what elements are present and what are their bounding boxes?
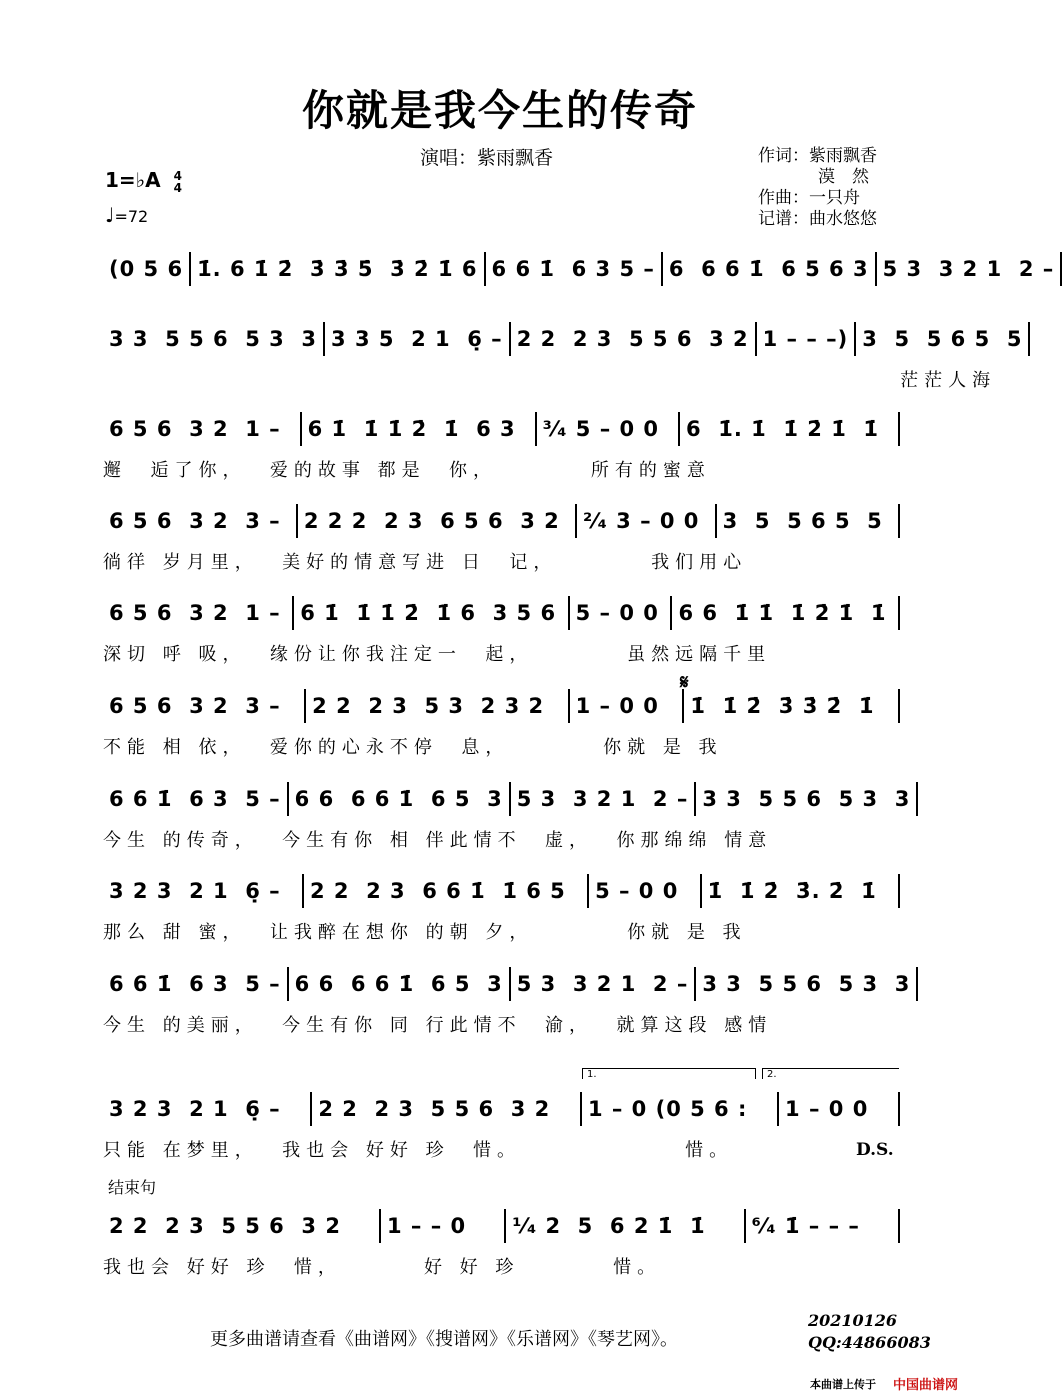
score-system: [0, 685, 1000, 773]
tempo-value: =72: [114, 207, 149, 226]
measure: 6 6 1̇ 6 3 5 –: [491, 257, 655, 281]
measure: 5 3 3 2 1 2 –: [516, 787, 689, 811]
score-system: [0, 592, 1000, 680]
key-label: 1=♭A: [105, 168, 161, 192]
time-sig-bottom: 4: [173, 180, 182, 195]
measure: 6 5 6 3 2 3 –: [109, 694, 281, 718]
measure: 6 6 6 1̇ 6 5 6 3: [668, 257, 869, 281]
score-system: [0, 870, 1000, 958]
notation-line: [103, 778, 911, 820]
lyricist-credit: 作词：紫雨飘香: [758, 146, 877, 166]
measure: 6 1̇ 1̇ 1̇ 2̇ 1̇ 6 3 5 6: [300, 601, 557, 625]
barline: [916, 967, 918, 1001]
notation-line: [103, 1205, 900, 1247]
lyrics-line: 那么 甜 蜜， 让我醉在想你 的朝 夕， 你就 是 我: [103, 922, 747, 943]
qq-text: QQ:44866083: [808, 1333, 931, 1352]
notation-line: [103, 685, 900, 727]
page-title: 你就是我今生的传奇: [301, 86, 698, 135]
measure: 1̇. 6 1̇ 2̇ 3̇ 3̇ 5̇ 3̇ 2̇ 1̇ 6: [197, 257, 478, 281]
lyrics-line: 茫茫人海: [103, 370, 997, 391]
notation-line: [103, 963, 911, 1005]
measure: 6 6 1̇ 6 3 5 –: [109, 972, 281, 996]
measure: 3 5 5 6 5 5: [722, 509, 883, 533]
lyrics-line: 今生 的美丽， 今生有你 同 行此情不 渝， 就算这段 感情: [103, 1015, 773, 1036]
notation-line: [103, 248, 1055, 290]
measure: ⁶⁄₄ 1̇ – – –: [751, 1214, 860, 1238]
notation-line: [103, 318, 1023, 360]
measure: 5 3 3 2 1 2 –: [882, 257, 1055, 281]
measure: 3 3 5 5 6 5 3 3: [702, 787, 911, 811]
measure: 1̇ 1̇ 2̇ 3̇ 3̇ 2̇ 1̇: [690, 694, 875, 718]
barline: [1028, 322, 1030, 356]
lyricist2-credit: 漠 然: [818, 167, 869, 187]
measure: ³⁄₄ 5 – 0 0: [542, 417, 660, 441]
measure: 1 – – –): [762, 327, 849, 351]
time-signature: [174, 170, 182, 194]
notation-line: [103, 500, 900, 542]
segno-icon: 𝄋: [680, 670, 689, 694]
measure: 5 3 3 2 1 2 –: [516, 972, 689, 996]
transcriber-credit: 记谱：曲水悠悠: [758, 209, 877, 229]
lyrics-line: 邂 逅了你， 爱的故事 都是 你， 所有的蜜意: [103, 460, 711, 481]
lyrics-line: 我也会 好好 珍 惜， 好 好 珍 惜。: [103, 1257, 662, 1278]
measure: 2 2 2 3 5 5 6 3 2: [318, 1097, 551, 1121]
barline: [898, 689, 900, 723]
score-system: [0, 1205, 1000, 1293]
time-sig-top: 4: [173, 168, 182, 183]
ending-label: 结束句: [108, 1178, 157, 1197]
measure: 3 2 3 2 1 6̣ –: [109, 1097, 281, 1121]
measure: 6 5 6 3 2 1 –: [109, 601, 281, 625]
barline: [898, 412, 900, 446]
measure: 6 5 6 3 2 1 –: [109, 417, 281, 441]
lyrics-line: 不能 相 依， 爱你的心永不停 息， 你就 是 我: [103, 737, 723, 758]
singer-credit: 演唱：紫雨飘香: [420, 147, 554, 169]
measure: 2 2 2 3 5 3 2 3 2: [312, 694, 545, 718]
score-system: [0, 318, 1023, 406]
measure: 1 – – 0: [387, 1214, 467, 1238]
key-signature: [105, 168, 182, 194]
quarter-note-icon: ♩: [105, 203, 115, 227]
date-text: 20210126: [808, 1311, 898, 1330]
date-stamp: [808, 1310, 931, 1354]
barline: [916, 782, 918, 816]
barline: [898, 1209, 900, 1243]
barline: [898, 596, 900, 630]
measure: ¹⁄₄ 2 5 6 2 1̇ 1̇: [512, 1214, 706, 1238]
tempo-marking: [105, 203, 148, 227]
measure: (0 5 6: [109, 257, 184, 281]
footer-text: 更多曲谱请查看《曲谱网》《搜谱网》《乐谱网》《琴艺网》。: [210, 1329, 678, 1350]
measure: 1 – 0 0: [785, 1097, 869, 1121]
upload-text: 本曲谱上传于: [810, 1378, 876, 1391]
barline: [898, 874, 900, 908]
measure: 1 – 0 (0 5 6 :: [587, 1097, 748, 1121]
measure: 3 3 5 5 6 5 3 3: [702, 972, 911, 996]
measure: 2 2 2 2 3 6 5 6 3 2: [303, 509, 560, 533]
barline: [898, 504, 900, 538]
measure: 1 – 0 0: [575, 694, 659, 718]
measure: 6 6 6 6 1̇ 6 5 3: [294, 972, 503, 996]
measure: 6 6 6 6 1̇ 6 5 3: [294, 787, 503, 811]
lyrics-line: 徜徉 岁月里， 美好的情意写进 日 记， 我们用心: [103, 552, 748, 573]
measure: 6 5 6 3 2 3 –: [109, 509, 281, 533]
notation-line: [103, 870, 900, 912]
lyrics-line: 今生 的传奇， 今生有你 相 伴此情不 虚， 你那绵绵 情意: [103, 830, 773, 851]
lyrics-line: 深切 呼 吸， 缘份让你我注定一 起， 虽然远隔千里: [103, 644, 772, 665]
measure: 3 5 5 6 5 5: [862, 327, 1023, 351]
score-system: [0, 778, 1000, 866]
ds-marking: D.S.: [856, 1140, 894, 1160]
notation-line: [103, 1088, 900, 1130]
notation-line: [103, 408, 900, 450]
measure: 3 3 5 5 6 5 3 3: [109, 327, 318, 351]
volta-2: 2.: [762, 1068, 899, 1079]
site-logo: 中国曲谱网: [893, 1378, 959, 1393]
measure: 6 1̇ 1̇ 1̇ 2̇ 1̇ 6 3: [307, 417, 516, 441]
score-system: [0, 500, 1000, 588]
measure: 2 2 2 3 6 6 1̇ 1̇ 6 5: [309, 879, 566, 903]
composer-credit: 作曲：一只舟: [758, 188, 860, 208]
measure: 6 1̇. 1̇ 1̇ 2̇ 1̇ 1̇: [685, 417, 880, 441]
measure: 2 2 2 3 5 5 6 3 2: [109, 1214, 341, 1238]
measure: 3 2 3 2 1 6̣ –: [109, 879, 281, 903]
measure: 2 2 2 3 5 5 6 3 2: [516, 327, 749, 351]
notation-line: [103, 592, 900, 634]
barline: [898, 1092, 900, 1126]
lyrics-line: 只能 在梦里， 我也会 好好 珍 惜。 惜。: [103, 1140, 734, 1161]
measure: 6 6 1̇ 6 3 5 –: [109, 787, 281, 811]
measure: 5 – 0 0: [575, 601, 659, 625]
score-system: [0, 963, 1000, 1051]
measure: 3 3 5 2 1 6̣ –: [331, 327, 503, 351]
score-system: [0, 408, 1000, 496]
score-system: [0, 1088, 1000, 1176]
measure: 5 – 0 0: [595, 879, 679, 903]
measure: 1̇ 1̇ 2̇ 3̇. 2̇ 1̇: [707, 879, 877, 903]
measure: 6 6 1̇ 1̇ 1̇ 2̇ 1̇ 1̇: [678, 601, 887, 625]
volta-1: 1.: [582, 1068, 756, 1079]
measure: ²⁄₄ 3 – 0 0: [582, 509, 700, 533]
